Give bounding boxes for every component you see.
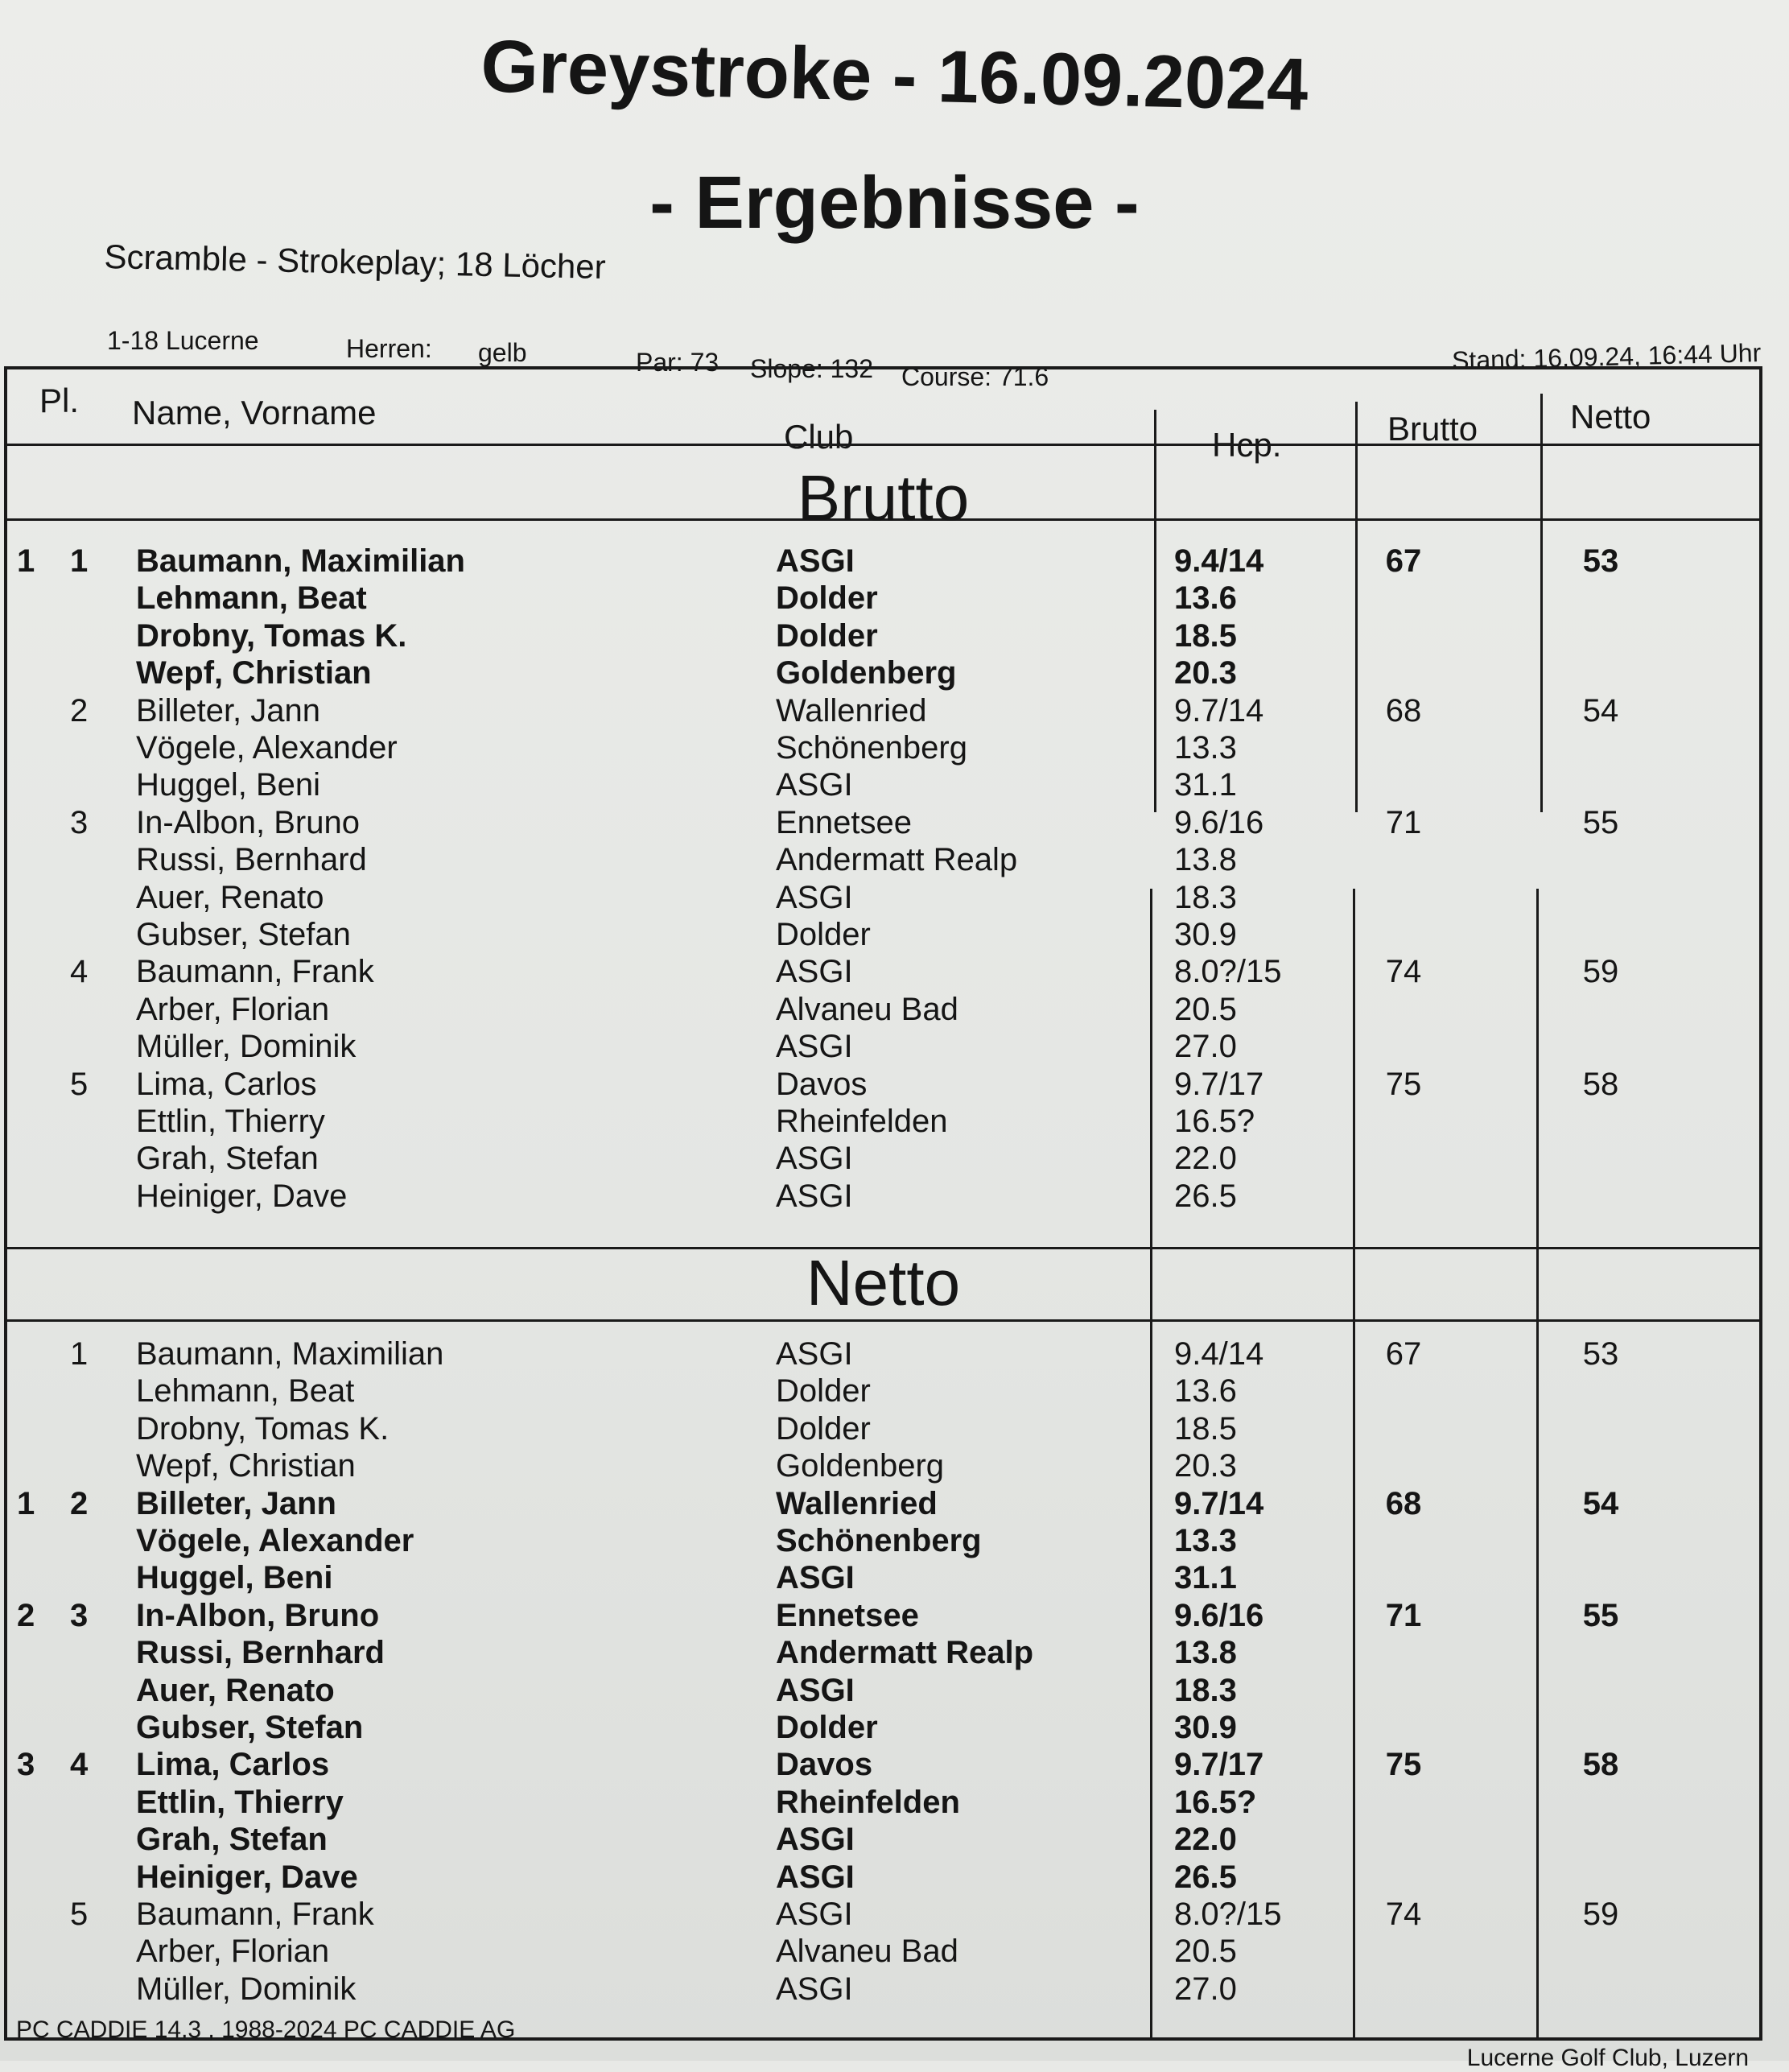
player-name: Drobny, Tomas K. <box>136 1410 390 1447</box>
column-header-name: Name, Vorname <box>132 394 377 431</box>
column-header-netto: Netto <box>1570 398 1651 435</box>
slope-value: Slope: 132 <box>750 354 874 383</box>
brutto-score: 67 <box>1385 543 1422 579</box>
club-name: ASGI <box>776 1897 853 1932</box>
club-name: Goldenberg <box>776 655 957 691</box>
table-row <box>7 1410 1766 1447</box>
course-name: 1-18 Lucerne <box>107 326 259 355</box>
player-name: Wepf, Christian <box>136 655 372 691</box>
table-row <box>7 729 1766 766</box>
netto-score: 53 <box>1582 1336 1619 1372</box>
netto-score: 55 <box>1582 804 1619 840</box>
table-row <box>7 1559 1766 1596</box>
brutto-place: 1 <box>17 1485 35 1521</box>
place: 3 <box>70 804 89 840</box>
table-row <box>7 916 1766 953</box>
player-name: Grah, Stefan <box>136 1141 319 1177</box>
footer-software: PC CADDIE 14.3 , 1988-2024 PC CADDIE AG <box>16 2016 516 2043</box>
table-row <box>7 841 1766 878</box>
column-header-brutto: Brutto <box>1387 410 1478 448</box>
handicap: 9.4/14 <box>1174 1336 1264 1372</box>
club-name: ASGI <box>776 1672 855 1708</box>
footer-club: Lucerne Golf Club, Luzern <box>1466 2045 1749 2071</box>
club-name: ASGI <box>776 1560 855 1596</box>
club-name: Dolder <box>776 1410 871 1447</box>
place: 4 <box>70 954 89 990</box>
table-row <box>7 1597 1766 1634</box>
club-name: Davos <box>776 1747 873 1783</box>
table-row <box>7 1821 1766 1858</box>
player-name: Lehmann, Beat <box>136 580 367 617</box>
netto-score: 58 <box>1582 1066 1619 1102</box>
club-name: Dolder <box>776 917 871 952</box>
club-name: ASGI <box>776 1336 853 1372</box>
player-name: Baumann, Frank <box>136 1897 374 1932</box>
player-name: Lehmann, Beat <box>136 1373 355 1410</box>
timestamp: Stand: 16.09.24, 16:44 Uhr <box>1451 337 1762 376</box>
section-title-netto: Netto <box>806 1247 961 1319</box>
handicap: 22.0 <box>1174 1141 1237 1177</box>
club-name: Rheinfelden <box>776 1784 960 1820</box>
player-name: Müller, Dominik <box>136 1971 357 2007</box>
brutto-score: 71 <box>1385 804 1422 840</box>
netto-score: 54 <box>1582 1485 1619 1521</box>
club-name: ASGI <box>776 1822 855 1858</box>
table-row <box>7 1372 1766 1410</box>
player-name: Billeter, Jann <box>136 1485 336 1521</box>
player-name: Russi, Bernhard <box>136 1635 385 1671</box>
brutto-score: 68 <box>1385 1485 1422 1521</box>
handicap: 13.8 <box>1174 1635 1237 1671</box>
table-row <box>7 1784 1766 1821</box>
handicap: 9.7/14 <box>1174 1485 1264 1521</box>
club-name: Alvaneu Bad <box>776 1934 958 1970</box>
table-row <box>7 692 1766 729</box>
handicap: 9.6/16 <box>1174 1597 1264 1633</box>
tee-label: Herren: <box>346 334 432 363</box>
handicap: 27.0 <box>1174 1971 1237 2007</box>
table-row <box>7 580 1766 617</box>
player-name: Ettlin, Thierry <box>136 1104 325 1139</box>
place: 5 <box>70 1066 89 1102</box>
handicap: 20.5 <box>1174 1934 1237 1970</box>
player-name: In-Albon, Bruno <box>136 804 360 840</box>
handicap: 20.3 <box>1174 1448 1237 1484</box>
handicap: 20.5 <box>1174 991 1237 1027</box>
handicap: 9.6/16 <box>1174 804 1264 840</box>
handicap: 9.7/17 <box>1174 1066 1264 1102</box>
table-row <box>7 1485 1766 1522</box>
section-divider <box>7 1319 1759 1322</box>
player-name: Billeter, Jann <box>136 692 321 729</box>
place: 1 <box>70 1336 89 1372</box>
place: 1 <box>70 543 89 579</box>
table-row <box>7 1709 1766 1746</box>
table-row <box>7 654 1766 691</box>
club-name: Wallenried <box>776 1485 938 1521</box>
club-name: ASGI <box>776 879 853 915</box>
table-row <box>7 766 1766 803</box>
club-name: Dolder <box>776 580 878 617</box>
table-row <box>7 1634 1766 1671</box>
handicap: 16.5? <box>1174 1784 1257 1820</box>
netto-score: 59 <box>1582 954 1619 990</box>
club-name: Schönenberg <box>776 1523 982 1558</box>
club-name: Dolder <box>776 1373 871 1410</box>
netto-score: 59 <box>1582 1897 1619 1932</box>
table-row <box>7 1335 1766 1372</box>
course-rating: Course: 71.6 <box>901 362 1049 391</box>
table-row <box>7 1103 1766 1140</box>
club-name: ASGI <box>776 1971 853 2007</box>
handicap: 13.6 <box>1174 580 1237 617</box>
handicap: 13.3 <box>1174 730 1237 766</box>
club-name: Andermatt Realp <box>776 842 1018 878</box>
column-header-place: Pl. <box>39 382 80 419</box>
page-subtitle: - Ergebnisse - <box>649 162 1140 244</box>
player-name: Baumann, Frank <box>136 954 374 990</box>
competition-format: Scramble - Strokeplay; 18 Löcher <box>104 237 607 287</box>
club-name: ASGI <box>776 767 853 803</box>
table-row <box>7 1933 1766 1970</box>
place: 5 <box>70 1897 89 1932</box>
handicap: 20.3 <box>1174 655 1237 691</box>
netto-score: 53 <box>1582 543 1619 579</box>
brutto-score: 67 <box>1385 1336 1422 1372</box>
brutto-score: 75 <box>1385 1747 1422 1783</box>
table-row <box>7 1859 1766 1896</box>
player-name: Baumann, Maximilian <box>136 1336 444 1372</box>
handicap: 8.0?/15 <box>1174 954 1282 990</box>
handicap: 27.0 <box>1174 1029 1237 1065</box>
brutto-place: 3 <box>17 1747 35 1783</box>
club-name: Davos <box>776 1066 868 1102</box>
section-title-brutto: Brutto <box>797 462 970 534</box>
club-name: Wallenried <box>776 692 927 729</box>
brutto-score: 74 <box>1385 954 1422 990</box>
handicap: 26.5 <box>1174 1178 1237 1214</box>
player-name: Vögele, Alexander <box>136 1523 414 1558</box>
player-name: Drobny, Tomas K. <box>136 617 407 654</box>
player-name: Wepf, Christian <box>136 1448 356 1484</box>
club-name: Ennetsee <box>776 804 913 840</box>
par-value: Par: 73 <box>636 348 719 377</box>
handicap: 18.5 <box>1174 617 1237 654</box>
player-name: Gubser, Stefan <box>136 1710 364 1745</box>
handicap: 18.5 <box>1174 1410 1237 1447</box>
column-header-club: Club <box>784 418 854 456</box>
player-name: Ettlin, Thierry <box>136 1784 344 1820</box>
handicap: 8.0?/15 <box>1174 1897 1282 1932</box>
club-name: ASGI <box>776 1141 853 1177</box>
table-row <box>7 1522 1766 1559</box>
place: 2 <box>70 692 89 729</box>
handicap: 31.1 <box>1174 767 1237 803</box>
player-name: Auer, Renato <box>136 1672 335 1708</box>
netto-score: 58 <box>1582 1747 1619 1783</box>
table-row <box>7 1896 1766 1933</box>
table-row <box>7 1140 1766 1177</box>
player-name: Auer, Renato <box>136 879 324 915</box>
brutto-score: 75 <box>1385 1066 1422 1102</box>
club-name: ASGI <box>776 954 853 990</box>
table-row <box>7 953 1766 990</box>
club-name: ASGI <box>776 1859 855 1895</box>
club-name: ASGI <box>776 1029 853 1065</box>
table-row <box>7 991 1766 1028</box>
table-row <box>7 1746 1766 1783</box>
club-name: Alvaneu Bad <box>776 991 958 1027</box>
tee-color: gelb <box>478 338 527 367</box>
player-name: Vögele, Alexander <box>136 730 398 766</box>
handicap: 30.9 <box>1174 1710 1237 1745</box>
player-name: Heiniger, Dave <box>136 1859 358 1895</box>
handicap: 30.9 <box>1174 917 1237 952</box>
place: 3 <box>70 1597 89 1633</box>
page-title: Greystroke - 16.09.2024 <box>480 25 1309 126</box>
club-name: ASGI <box>776 1178 853 1214</box>
club-name: Goldenberg <box>776 1448 945 1484</box>
handicap: 9.4/14 <box>1174 543 1264 579</box>
handicap: 16.5? <box>1174 1104 1255 1139</box>
club-name: Andermatt Realp <box>776 1635 1034 1671</box>
brutto-score: 68 <box>1385 692 1422 729</box>
handicap: 13.3 <box>1174 1523 1237 1558</box>
player-name: Heiniger, Dave <box>136 1178 348 1214</box>
handicap: 18.3 <box>1174 1672 1237 1708</box>
results-table <box>4 366 1762 2041</box>
player-name: Arber, Florian <box>136 1934 330 1970</box>
club-name: Ennetsee <box>776 1597 919 1633</box>
club-name: Dolder <box>776 1710 878 1745</box>
table-row <box>7 1178 1766 1215</box>
brutto-score: 71 <box>1385 1597 1422 1633</box>
brutto-place: 1 <box>17 543 35 579</box>
player-name: Huggel, Beni <box>136 1560 333 1596</box>
club-name: Dolder <box>776 617 878 654</box>
place: 2 <box>70 1485 89 1521</box>
handicap: 13.8 <box>1174 842 1237 878</box>
table-row <box>7 543 1766 580</box>
brutto-score: 74 <box>1385 1897 1422 1932</box>
table-row <box>7 1066 1766 1103</box>
brutto-place: 2 <box>17 1597 35 1633</box>
player-name: In-Albon, Bruno <box>136 1597 380 1633</box>
handicap: 26.5 <box>1174 1859 1237 1895</box>
player-name: Arber, Florian <box>136 991 330 1027</box>
column-header-hcp: Hcp. <box>1212 426 1282 464</box>
handicap: 31.1 <box>1174 1560 1237 1596</box>
netto-score: 55 <box>1582 1597 1619 1633</box>
table-row <box>7 1672 1766 1709</box>
player-name: Grah, Stefan <box>136 1822 328 1858</box>
table-row <box>7 1447 1766 1484</box>
handicap: 18.3 <box>1174 879 1237 915</box>
handicap: 9.7/17 <box>1174 1747 1264 1783</box>
handicap: 22.0 <box>1174 1822 1237 1858</box>
player-name: Russi, Bernhard <box>136 842 367 878</box>
player-name: Müller, Dominik <box>136 1029 357 1065</box>
handicap: 13.6 <box>1174 1373 1237 1410</box>
netto-score: 54 <box>1582 692 1619 729</box>
table-row <box>7 879 1766 916</box>
club-name: ASGI <box>776 543 855 579</box>
player-name: Lima, Carlos <box>136 1066 317 1102</box>
handicap: 9.7/14 <box>1174 692 1264 729</box>
club-name: Schönenberg <box>776 730 967 766</box>
table-row <box>7 617 1766 654</box>
table-row <box>7 1028 1766 1065</box>
table-row <box>7 1971 1766 2008</box>
header-divider <box>7 444 1759 446</box>
player-name: Gubser, Stefan <box>136 917 351 952</box>
table-row <box>7 804 1766 841</box>
player-name: Huggel, Beni <box>136 767 321 803</box>
club-name: Rheinfelden <box>776 1104 948 1139</box>
player-name: Lima, Carlos <box>136 1747 330 1783</box>
player-name: Baumann, Maximilian <box>136 543 465 579</box>
place: 4 <box>70 1747 89 1783</box>
